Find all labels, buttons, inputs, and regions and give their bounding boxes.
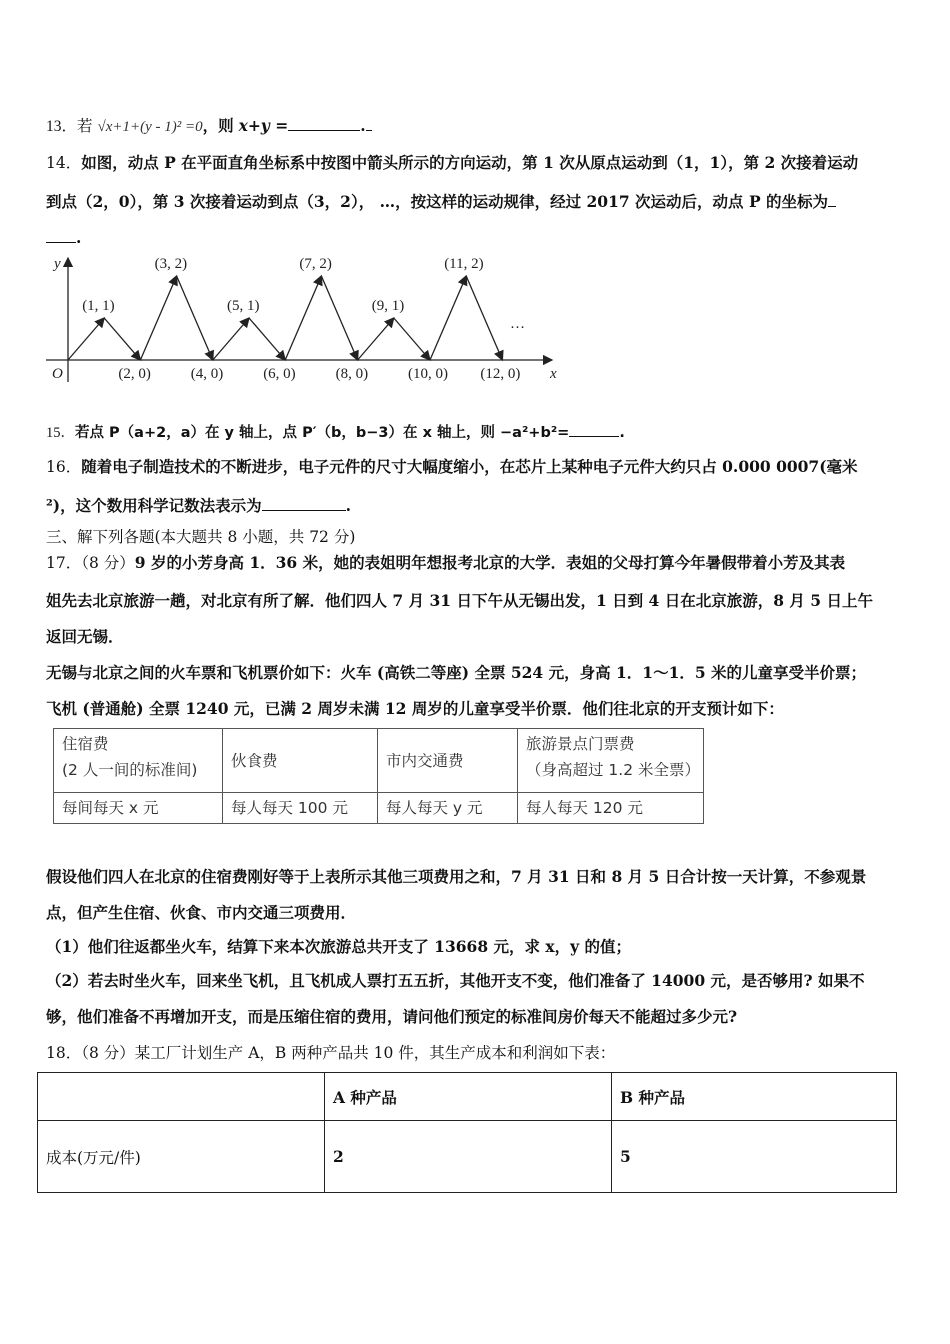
zigzag-segment <box>358 318 394 360</box>
q13-end: . <box>360 116 366 135</box>
q18-number: 18． <box>46 1044 82 1062</box>
q17-sub1: （1）他们往返都坐火车，结算下来本次旅游总共开支了 13668 元，求 x，y 的值； <box>46 937 632 956</box>
origin-label: O <box>52 366 63 382</box>
q17-number: 17． <box>46 554 82 572</box>
q15-number: 15． <box>46 425 75 441</box>
zigzag-segment <box>394 318 430 360</box>
q17-line3: 返回无锡． <box>46 627 124 646</box>
bottom-label: (10, 0) <box>408 366 448 382</box>
q17-line7: 点，但产生住宿、伙食、市内交通三项费用． <box>46 903 357 922</box>
bottom-label: (12, 0) <box>480 366 521 382</box>
q17-td-food: 每人每天 100 元 <box>223 793 378 824</box>
q17-sub2b: 够，他们准备不再增加开支，而是压缩住宿的费用，请问他们预定的标准间房价每天不能超过多少元? <box>46 1007 738 1026</box>
q13-answer-blank[interactable] <box>288 114 360 131</box>
zigzag-segment <box>321 276 357 360</box>
bottom-label: (6, 0) <box>263 366 296 382</box>
q14-line2: 到点（2，0），第 3 次接着运动到点（3，2）， …，按这样的运动规律，经过 2017 次运动后，动点 P 的坐标为 <box>46 192 828 211</box>
q17-line1: 9 岁的小芳身高 1．36 米，她的表姐明年想报考北京的大学．表姐的父母打算今年暑假带着小芳及其表 <box>134 553 846 572</box>
q17-score: （8 分） <box>81 554 135 572</box>
q18-td-cost-a: 2 <box>325 1121 612 1193</box>
q17-td-lodging: 每间每天 x 元 <box>54 793 223 824</box>
q17-th-lodging: 住宿费 (2 人一间的标准间) <box>54 729 223 793</box>
q16-number: 16． <box>46 458 82 476</box>
q13-trail <box>366 114 372 131</box>
section-3-heading: 三、解下列各题(本大题共 8 小题，共 72 分) <box>46 528 356 546</box>
question-17-line1 <box>46 552 845 574</box>
bottom-label: (4, 0) <box>190 366 224 382</box>
q13-number: 13． <box>46 118 78 135</box>
q16-line1: 随着电子制造技术的不断进步，电子元件的尺寸大幅度缩小，在芯片上某种电子元件大约只占 0.000 0007(毫米 <box>81 457 858 476</box>
q17-table-header-row <box>54 729 704 793</box>
q17-line6: 假设他们四人在北京的住宿费刚好等于上表所示其他三项费用之和，7 月 31 日和 8 月 5 日合计按一天计算，不参观景 <box>46 867 867 886</box>
x-label: x <box>550 366 557 382</box>
bottom-label: (8, 0) <box>335 366 369 382</box>
q17-sub2a: （2）若去时坐火车，回来坐飞机，且飞机成人票打五五折，其他开支不变，他们准备了 14000 元，是否够用? 如果不 <box>46 971 865 990</box>
q14-answer-blank-a[interactable] <box>828 190 836 207</box>
question-16-line2 <box>46 494 351 517</box>
q13-expression: √x+1+(y - 1)² =0 <box>97 119 203 135</box>
zigzag-segment <box>430 276 466 360</box>
q18-td-cost-b: 5 <box>612 1121 897 1193</box>
question-16-line1 <box>46 456 858 478</box>
peak-label: (11, 2) <box>444 256 484 272</box>
peak-label: (9, 1) <box>371 298 405 314</box>
q17-th-transport: 市内交通费 <box>378 729 518 793</box>
q17-expense-table <box>53 728 704 824</box>
q18-table-header-row <box>38 1073 897 1121</box>
q14-line1: 如图，动点 P 在平面直角坐标系中按图中箭头所示的方向运动，第 1 次从原点运动到（1，1），第 2 次接着运动 <box>81 153 859 172</box>
question-14-line1 <box>46 152 858 174</box>
zigzag-segment <box>285 276 321 360</box>
q18-td-cost-label: 成本(万元/件) <box>38 1121 325 1193</box>
peak-label: (1, 1) <box>82 298 115 314</box>
q15-text: 若点 P（a+2，a）在 y 轴上，点 P′（b，b−3）在 x 轴上，则 −a²+b²= <box>75 425 570 441</box>
q14-end: . <box>76 228 82 247</box>
q18-score: （8 分） <box>81 1044 135 1062</box>
zigzag-segment <box>104 318 140 360</box>
q14-answer-blank-b[interactable] <box>46 226 76 243</box>
q17-td-tickets: 每人每天 120 元 <box>518 793 704 824</box>
q17-line2: 姐先去北京旅游一趟，对北京有所了解．他们四人 7 月 31 日下午从无锡出发，1 日到 4 日在北京旅游，8 月 5 日上午 <box>46 591 873 610</box>
q13-mid: ，则 <box>202 116 234 135</box>
q17-line4: 无锡与北京之间的火车票和飞机票价如下：火车 (高铁二等座) 全票 524 元，身高 1．1～1．5 米的儿童享受半价票； <box>46 663 867 682</box>
q17-th-tickets: 旅游景点门票费 （身高超过 1.2 米全票） <box>518 729 704 793</box>
q16-answer-blank[interactable] <box>262 494 346 511</box>
q13-target: x+y = <box>238 116 289 135</box>
q18-th-empty <box>38 1073 325 1121</box>
bottom-label: (2, 0) <box>118 366 151 382</box>
q18-th-a: A 种产品 <box>325 1073 612 1121</box>
question-15 <box>46 420 625 444</box>
q15-answer-blank[interactable] <box>569 420 619 437</box>
zigzag-segment <box>140 276 176 360</box>
question-13 <box>46 114 372 138</box>
q17-line5: 飞机 (普通舱) 全票 1240 元，已满 2 周岁未满 12 周岁的儿童享受半价票．他们往北京的开支预计如下： <box>46 699 784 718</box>
peak-label: (5, 1) <box>227 298 260 314</box>
q17-table-row <box>54 793 704 824</box>
q16-line2: ²)，这个数用科学记数法表示为 <box>46 496 262 515</box>
zigzag-segment <box>466 276 502 360</box>
q18-th-b: B 种产品 <box>612 1073 897 1121</box>
zigzag-segment <box>249 318 285 360</box>
zigzag-figure <box>44 252 564 388</box>
zigzag-segment <box>213 318 249 360</box>
zigzag-segment <box>177 276 213 360</box>
y-label: y <box>54 256 61 272</box>
q18-table-cost-row <box>38 1121 897 1193</box>
q18-product-table <box>37 1072 897 1193</box>
zigzag-path <box>68 276 502 360</box>
q14-number: 14． <box>46 154 82 172</box>
question-14-line3 <box>46 226 81 249</box>
q15-end: . <box>619 425 625 441</box>
peak-label: (3, 2) <box>154 256 188 272</box>
q13-prefix: 若 <box>77 117 93 135</box>
continuation-dots: … <box>510 316 525 332</box>
q18-text: 某工厂计划生产 A，B 两种产品共 10 件，其生产成本和利润如下表： <box>134 1044 616 1062</box>
zigzag-segment <box>68 318 104 360</box>
question-14-line2 <box>46 190 836 213</box>
q17-th-food: 伙食费 <box>223 729 378 793</box>
q17-td-transport: 每人每天 y 元 <box>378 793 518 824</box>
peak-label: (7, 2) <box>299 256 332 272</box>
question-18 <box>46 1042 615 1064</box>
q16-end: . <box>345 496 352 515</box>
